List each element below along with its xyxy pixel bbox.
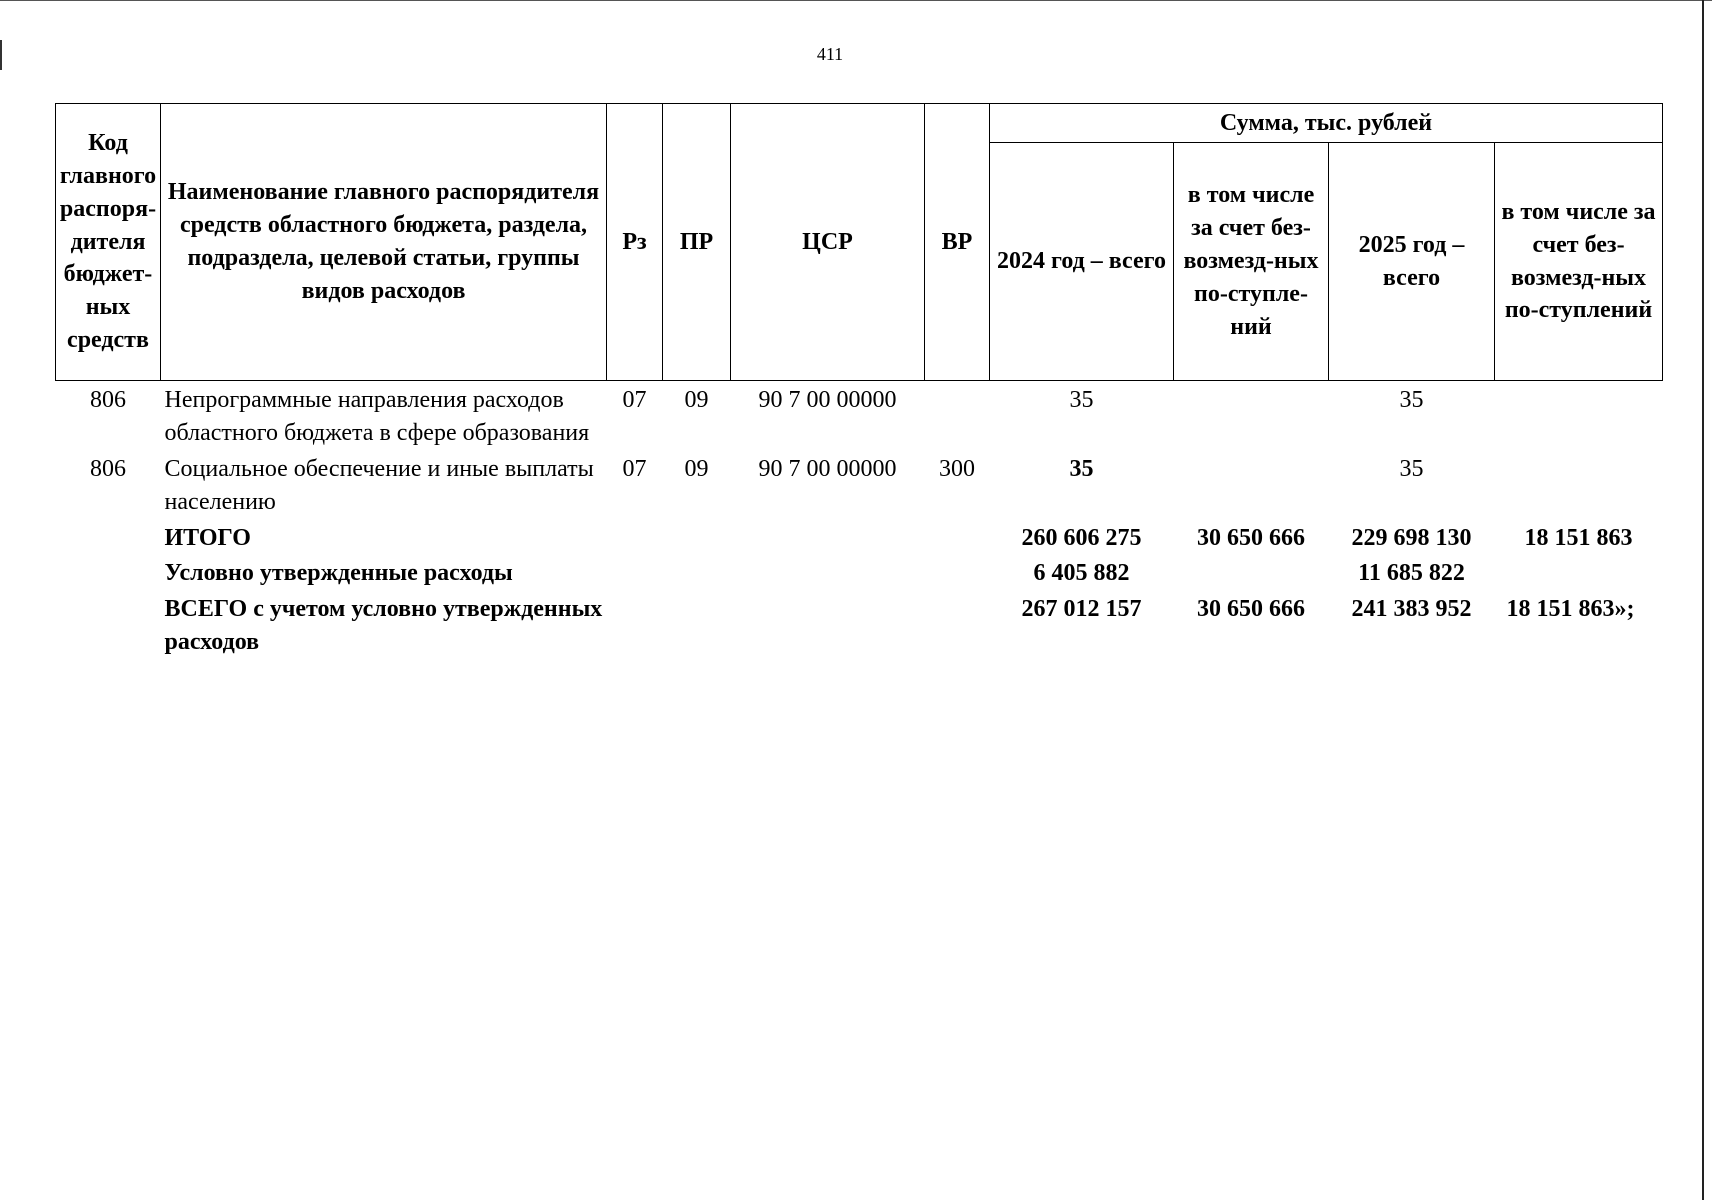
cell-vr: 300 (939, 455, 975, 482)
cell-2025-total: 35 (1399, 455, 1424, 482)
total-label: ИТОГО (164, 524, 251, 551)
table-header (56, 104, 1663, 381)
total-2025-total: 229 698 130 (1351, 524, 1472, 551)
total-label: Условно утвержденные расходы (164, 560, 513, 587)
cell-2024-total: 35 (1069, 387, 1094, 413)
header-csr: ЦСР (731, 104, 925, 381)
cell-2025-grant (1495, 381, 1663, 450)
header-vr: ВР (925, 104, 990, 381)
cell-2024-total: 35 (1069, 455, 1094, 482)
total-2024-total: 267 012 157 (1021, 596, 1142, 623)
scan-edge-top (0, 0, 1712, 1)
total-2024-grant: 30 650 666 (1197, 524, 1305, 551)
cell-2025-grant (1495, 450, 1663, 519)
header-name: Наименование главного распорядителя средств областного бюджета, раздела, подраздела, целевой статьи, группы видов расходов (161, 104, 607, 381)
table-body (56, 381, 1663, 660)
table-row (56, 381, 1663, 450)
header-2025-total: 2025 год – всего (1329, 143, 1495, 381)
header-pr: ПР (663, 104, 731, 381)
cell-pr: 09 (684, 387, 709, 413)
total-2024-grant (1174, 554, 1329, 590)
cell-vr (925, 381, 990, 450)
cell-code: 806 (90, 387, 126, 413)
total-row-conditional (56, 554, 1663, 590)
header-2025-grant: в том числе за счет без-возмезд-ных по-ступлений (1495, 143, 1663, 381)
total-2025-total: 11 685 822 (1358, 560, 1465, 587)
scan-edge-right (1702, 0, 1704, 1200)
table-row (56, 450, 1663, 519)
total-2025-grant: 18 151 863 (1524, 524, 1633, 551)
cell-rz: 07 (622, 387, 647, 413)
total-row-itogo (56, 519, 1663, 555)
header-2024-total: 2024 год – всего (990, 143, 1174, 381)
header-rz: Рз (607, 104, 663, 381)
cell-2024-grant (1174, 381, 1329, 450)
header-sum-group: Сумма, тыс. рублей (990, 104, 1663, 143)
cell-csr: 90 7 00 00000 (758, 455, 897, 482)
header-code: Код главного распоря-дителя бюджет-ных средств (56, 104, 161, 381)
total-label: ВСЕГО с учетом условно утвержденных расходов (164, 596, 603, 656)
cell-code: 806 (90, 455, 126, 482)
cell-2024-grant (1174, 450, 1329, 519)
total-2025-total: 241 383 952 (1351, 596, 1472, 623)
total-2024-total: 6 405 882 (1033, 560, 1130, 587)
page-number: 411 (816, 44, 844, 64)
total-2025-grant: 18 151 863»; (1506, 596, 1635, 623)
header-2024-grant: в том числе за счет без-возмезд-ных по-ступле-ний (1174, 143, 1329, 381)
cell-name: Социальное обеспечение и иные выплаты населению (164, 455, 594, 515)
total-2024-grant: 30 650 666 (1197, 596, 1305, 623)
cell-pr: 09 (684, 455, 709, 482)
total-2024-total: 260 606 275 (1021, 524, 1142, 551)
budget-table (55, 103, 1663, 659)
cell-name: Непрограммные направления расходов областного бюджета в сфере образования (164, 387, 590, 446)
total-2025-grant (1495, 554, 1663, 590)
cell-2025-total: 35 (1399, 387, 1424, 413)
cell-rz: 07 (622, 455, 647, 482)
cell-csr: 90 7 00 00000 (758, 387, 897, 413)
total-row-grand (56, 590, 1663, 659)
